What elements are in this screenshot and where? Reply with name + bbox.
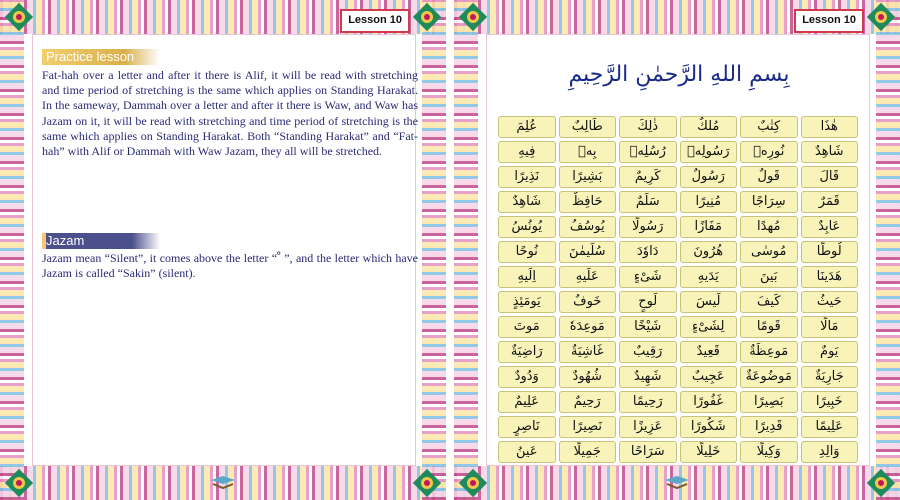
word-cell: غَفُورًا bbox=[680, 391, 738, 413]
word-cell: خَوفٌ bbox=[559, 291, 617, 313]
word-cell: عَينُ bbox=[498, 441, 556, 463]
jazam-heading: Jazam bbox=[42, 233, 160, 249]
lesson-label: Lesson 10 bbox=[794, 9, 864, 33]
word-cell: رَسُولٌ bbox=[680, 166, 738, 188]
word-cell: شَاهِدٌ bbox=[801, 141, 859, 163]
word-cell: لَيسَ bbox=[680, 291, 738, 313]
word-cell: بَصِيرًا bbox=[740, 391, 798, 413]
word-cell: حَيثُ bbox=[801, 291, 859, 313]
word-cell: نَاصِرٍ bbox=[498, 416, 556, 438]
word-cell: عَلِيمٌ bbox=[498, 391, 556, 413]
corner-ornament-icon bbox=[866, 468, 896, 498]
word-cell: قَومًا bbox=[740, 316, 798, 338]
word-cell: رَسُولِهٖ bbox=[680, 141, 738, 163]
page-border-right bbox=[422, 0, 446, 500]
word-cell: لَوحٍ bbox=[619, 291, 677, 313]
corner-ornament-icon bbox=[4, 2, 34, 32]
word-cell: شَكُورًا bbox=[680, 416, 738, 438]
word-cell: رَحِيمًا bbox=[619, 391, 677, 413]
word-cell: قَولٌ bbox=[740, 166, 798, 188]
word-cell: وَكِيلًا bbox=[740, 441, 798, 463]
page-border-right bbox=[876, 0, 900, 500]
word-cell: نَذِيرًا bbox=[498, 166, 556, 188]
word-cell: فِيهِ bbox=[498, 141, 556, 163]
right-page bbox=[454, 0, 900, 500]
word-cell: عَزِيزًا bbox=[619, 416, 677, 438]
word-cell: جَارِيَةٌ bbox=[801, 366, 859, 388]
word-cell: شَىْءٍ bbox=[619, 266, 677, 288]
word-cell: قَعِيدٌ bbox=[680, 341, 738, 363]
word-cell: قَدِيرًا bbox=[740, 416, 798, 438]
word-cell: شَيْخًا bbox=[619, 316, 677, 338]
word-cell: غَاشِيَةٌ bbox=[559, 341, 617, 363]
word-cell: دَاوٗدَ bbox=[619, 241, 677, 263]
word-cell: شَاهِدٌ bbox=[498, 191, 556, 213]
word-cell: عُلِمَ bbox=[498, 116, 556, 138]
word-cell: هٰذَا bbox=[801, 116, 859, 138]
word-cell: مُوسٰى bbox=[740, 241, 798, 263]
word-cell: بَشِيرًا bbox=[559, 166, 617, 188]
page-border-left bbox=[0, 0, 24, 500]
word-cell: عَابِدٌ bbox=[801, 216, 859, 238]
corner-ornament-icon bbox=[458, 2, 488, 32]
corner-ornament-icon bbox=[412, 468, 442, 498]
lesson-label: Lesson 10 bbox=[340, 9, 410, 33]
corner-ornament-icon bbox=[866, 2, 896, 32]
word-cell: مَفَازًا bbox=[680, 216, 738, 238]
word-cell: حَافِظٌ bbox=[559, 191, 617, 213]
word-cell: قَالَ bbox=[801, 166, 859, 188]
word-cell: جَمِيلًا bbox=[559, 441, 617, 463]
word-cell: طَالِبٌ bbox=[559, 116, 617, 138]
word-cell: نُوحًا bbox=[498, 241, 556, 263]
word-cell: رَقِيبٌ bbox=[619, 341, 677, 363]
word-cell: كِتٰبٌ bbox=[740, 116, 798, 138]
word-cell: مُلكٌ bbox=[680, 116, 738, 138]
word-cell: خَبِيرًا bbox=[801, 391, 859, 413]
bismillah-heading: بِسمِ اللهِ الرَّحمٰنِ الرَّحِيمِ bbox=[568, 62, 790, 87]
word-cell: شُهُودٌ bbox=[559, 366, 617, 388]
word-cell: ذٰلِكَ bbox=[619, 116, 677, 138]
corner-ornament-icon bbox=[412, 2, 442, 32]
practice-lesson-heading: Practice lesson bbox=[42, 49, 160, 65]
word-cell: هُرُونَ bbox=[680, 241, 738, 263]
practice-lesson-text: Fat-hah over a letter and after it there is Alif, it will be read with stretching and time period of stretching is the same which applies on Standing Harakat. In the sameway, Dammah over a letter and after it there is Waw, and Waw has Jazam on it, it will be read with stretching and time period of stretching is the same which applies on Standing Harakat. Both “Standing Harakat” and “Fat-hah” with Alif or Dammah with Waw Jazam, they all will be stretched. bbox=[42, 68, 418, 159]
word-cell: شَهِيدٌ bbox=[619, 366, 677, 388]
word-cell: وَدُودٌ bbox=[498, 366, 556, 388]
book-stand-icon bbox=[209, 474, 237, 490]
word-cell: رَسُولًا bbox=[619, 216, 677, 238]
word-cell: رُسُلِهٖ bbox=[619, 141, 677, 163]
word-cell: رَاضِيَةٌ bbox=[498, 341, 556, 363]
word-cell: يُونُسُ bbox=[498, 216, 556, 238]
word-cell: عَلَيهِ bbox=[559, 266, 617, 288]
word-cell: مَوضُوعَةٌ bbox=[740, 366, 798, 388]
word-cell: مَالًا bbox=[801, 316, 859, 338]
word-cell: مُنِيرًا bbox=[680, 191, 738, 213]
word-cell: كَيفَ bbox=[740, 291, 798, 313]
word-cell: عَجِيبٌ bbox=[680, 366, 738, 388]
word-cell: وَالِدِ bbox=[801, 441, 859, 463]
word-cell: هَدَينَا bbox=[801, 266, 859, 288]
word-cell: سُلَيمٰنَ bbox=[559, 241, 617, 263]
word-cell: قَمَرٌ bbox=[801, 191, 859, 213]
jazam-text: Jazam mean “Silent”, it comes above the letter “ ْ ”, and the letter which have Jazam is called “Sakin” (silent). bbox=[42, 251, 418, 281]
word-cell: عَلِيمًا bbox=[801, 416, 859, 438]
word-cell: سِرَاجًا bbox=[740, 191, 798, 213]
word-cell: يَومَئِذٍ bbox=[498, 291, 556, 313]
word-cell: سَلَمٌ bbox=[619, 191, 677, 213]
word-cell: سَرَاحًا bbox=[619, 441, 677, 463]
corner-ornament-icon bbox=[458, 468, 488, 498]
word-cell: مَوتَ bbox=[498, 316, 556, 338]
word-cell: بَينَ bbox=[740, 266, 798, 288]
word-cell: مَوعِظَةٌ bbox=[740, 341, 798, 363]
page-border-left bbox=[454, 0, 478, 500]
word-cell: يُوسُفُ bbox=[559, 216, 617, 238]
word-grid bbox=[498, 116, 858, 463]
word-cell: خَلِيلًا bbox=[680, 441, 738, 463]
word-cell: نُورِهٖ bbox=[740, 141, 798, 163]
word-cell: لُوطًا bbox=[801, 241, 859, 263]
word-cell: كَرِيمٌ bbox=[619, 166, 677, 188]
corner-ornament-icon bbox=[4, 468, 34, 498]
word-cell: لِشَىْءٍ bbox=[680, 316, 738, 338]
word-cell: يَومٌ bbox=[801, 341, 859, 363]
page-spine bbox=[446, 0, 454, 500]
word-cell: مُهدًا bbox=[740, 216, 798, 238]
word-cell: اِلَيهِ bbox=[498, 266, 556, 288]
word-cell: نَصِيرًا bbox=[559, 416, 617, 438]
word-cell: مَوعِدَهٗ bbox=[559, 316, 617, 338]
word-cell: رَحِيمٌ bbox=[559, 391, 617, 413]
word-cell: يَدَيهِ bbox=[680, 266, 738, 288]
left-page bbox=[0, 0, 446, 500]
word-cell: بِهٖ bbox=[559, 141, 617, 163]
book-stand-icon bbox=[663, 474, 691, 490]
